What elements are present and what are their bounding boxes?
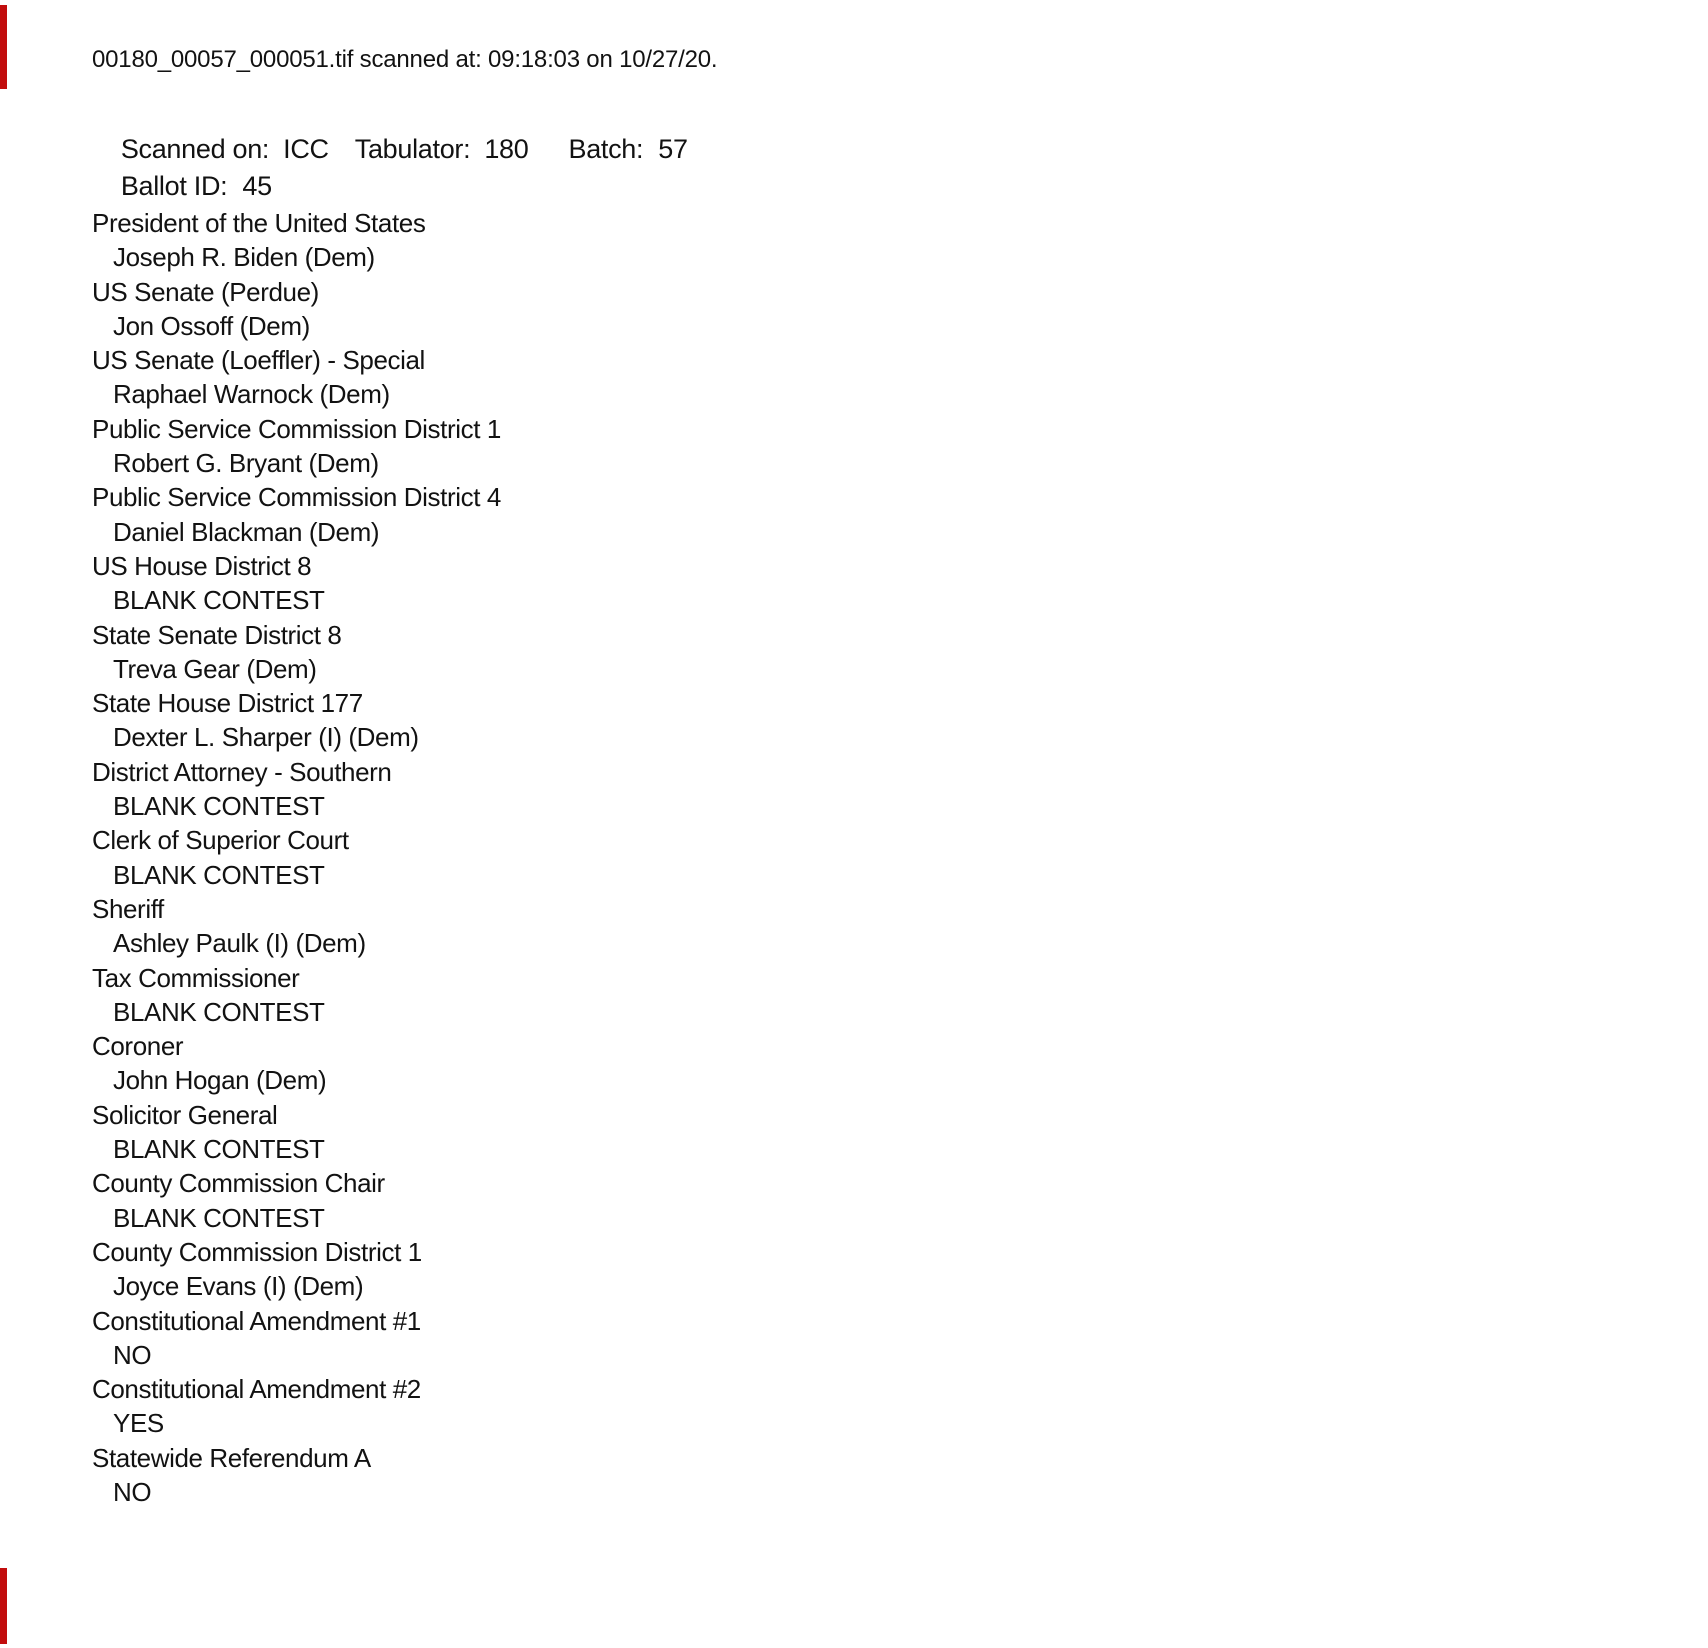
- contest-title: Tax Commissioner: [92, 962, 300, 993]
- contest-selection: Daniel Blackman (Dem): [113, 516, 380, 547]
- batch-label: Batch:: [568, 134, 644, 164]
- scanned-on-value: ICC: [283, 134, 329, 164]
- contest-selection: YES: [113, 1408, 164, 1439]
- contest-list: [92, 206, 1592, 1509]
- contest-title: US House District 8: [92, 550, 312, 581]
- contest-selection: Dexter L. Sharper (I) (Dem): [113, 722, 419, 753]
- contest-title: Clerk of Superior Court: [92, 825, 349, 856]
- contest-title: Solicitor General: [92, 1099, 278, 1130]
- contest-title: State House District 177: [92, 688, 363, 719]
- contest-selection: NO: [113, 1339, 152, 1370]
- contest-title: Constitutional Amendment #2: [92, 1374, 421, 1405]
- scanned-on-label: Scanned on:: [120, 134, 270, 164]
- tabulator-label: Tabulator:: [354, 134, 471, 164]
- contest-selection: NO: [113, 1476, 152, 1507]
- contest-selection: Joyce Evans (I) (Dem): [113, 1271, 364, 1302]
- contest-selection: Raphael Warnock (Dem): [113, 379, 390, 410]
- scan-edge-mark-bottom: [0, 1568, 7, 1644]
- contest-selection: John Hogan (Dem): [113, 1065, 327, 1096]
- contest-title: Sheriff: [92, 893, 164, 924]
- contest-selection: Treva Gear (Dem): [113, 653, 317, 684]
- contest-title: US Senate (Perdue): [92, 276, 319, 307]
- contest-selection: Joseph R. Biden (Dem): [113, 242, 375, 273]
- contest-selection: BLANK CONTEST: [113, 585, 325, 616]
- contest-title: President of the United States: [92, 208, 426, 238]
- contest-selection: Robert G. Bryant (Dem): [113, 448, 379, 479]
- contest-title: County Commission Chair: [92, 1168, 385, 1199]
- contest-selection: Jon Ossoff (Dem): [113, 310, 310, 341]
- contest-selection: BLANK CONTEST: [113, 859, 325, 890]
- contest-title: Constitutional Amendment #1: [92, 1305, 421, 1336]
- batch-value: 57: [658, 134, 688, 164]
- contest-selection: BLANK CONTEST: [113, 1134, 325, 1165]
- scanned-file-info: 00180_00057_000051.tif scanned at: 09:18:03 on 10/27/20.: [92, 46, 718, 73]
- contest-title: District Attorney - Southern: [92, 756, 392, 787]
- contest-title: US Senate (Loeffler) - Special: [92, 345, 425, 376]
- contest-title: Public Service Commission District 4: [92, 482, 501, 513]
- contest-selection: BLANK CONTEST: [113, 996, 325, 1027]
- contest-selection: Ashley Paulk (I) (Dem): [113, 928, 366, 959]
- contest-title: Coroner: [92, 1031, 184, 1062]
- tabulator-value: 180: [484, 134, 529, 164]
- contest-title: Statewide Referendum A: [92, 1442, 371, 1473]
- contest-selection: BLANK CONTEST: [113, 1202, 325, 1233]
- contest-title: County Commission District 1: [92, 1236, 422, 1267]
- ballot-id-label: Ballot ID:: [120, 171, 228, 201]
- ballot-id-value: 45: [242, 171, 272, 201]
- contest-title: Public Service Commission District 1: [92, 413, 501, 444]
- contest-title: State Senate District 8: [92, 619, 342, 650]
- scan-edge-mark-top: [0, 5, 7, 89]
- contest-selection: BLANK CONTEST: [113, 791, 325, 822]
